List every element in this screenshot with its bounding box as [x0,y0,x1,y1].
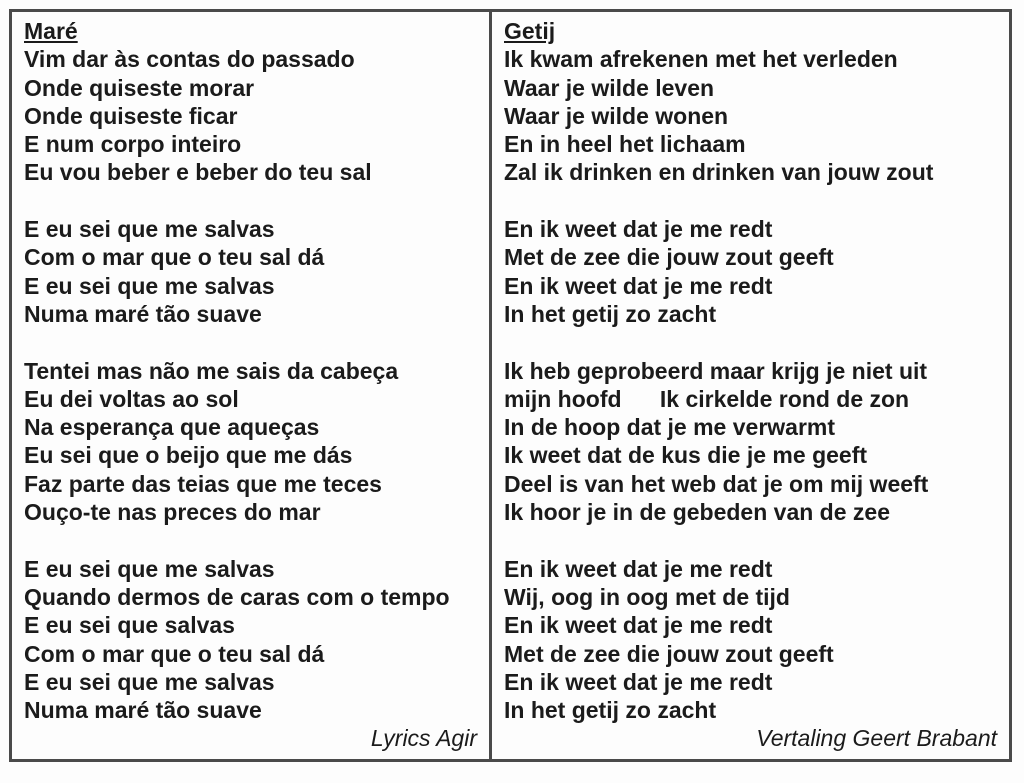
lyric-line: Ik heb geprobeerd maar krijg je niet uit [504,357,928,384]
lyric-line: Eu vou beber e beber do teu sal [24,159,372,186]
lyric-line: Na esperança que aqueças [24,414,320,441]
lyric-line [504,328,1001,356]
lyric-line: Met de zee die jouw zout geeft [504,640,834,667]
lyric-line [24,328,481,356]
lyric-line: Waar je wilde wonen [504,102,729,129]
lyric-line: Tentei mas não me sais da cabeça [24,357,399,384]
lyric-line: E eu sei que me salvas [24,216,275,243]
lyric-line: In het getij zo zacht [504,300,717,327]
song-title-translation: Getij [504,18,556,44]
lyric-line: mijn hoofd Ik cirkelde rond de zon [504,385,910,412]
lyrics-original [24,45,481,724]
lyric-line: Ik kwam afrekenen met het verleden [504,46,898,73]
lyric-line: Onde quiseste ficar [24,102,238,129]
lyric-line: E eu sei que me salvas [24,272,275,299]
lyric-line: In de hoop dat je me verwarmt [504,414,836,441]
lyric-line [504,526,1001,554]
lyric-line: Ik weet dat de kus die je me geeft [504,442,868,469]
lyric-line: E eu sei que me salvas [24,555,275,582]
lyric-line: Vim dar às contas do passado [24,46,355,73]
lyric-line: E eu sei que salvas [24,612,235,639]
lyric-line: Com o mar que o teu sal dá [24,640,325,667]
lyric-line: E eu sei que me salvas [24,668,275,695]
lyric-line [504,187,1001,215]
lyric-line: Eu dei voltas ao sol [24,385,239,412]
lyric-line [24,526,481,554]
lyric-line: En in heel het lichaam [504,131,746,158]
lyric-line: Numa maré tão suave [24,300,262,327]
lyric-line: Com o mar que o teu sal dá [24,244,325,271]
lyric-line: En ik weet dat je me redt [504,272,773,299]
column-original-lyrics [12,12,492,759]
lyric-line: Eu sei que o beijo que me dás [24,442,353,469]
attribution-translation: Vertaling Geert Brabant [756,725,997,752]
lyric-line: Ik hoor je in de gebeden van de zee [504,499,890,526]
lyric-line: In het getij zo zacht [504,697,717,724]
lyric-line [24,187,481,215]
lyric-line: En ik weet dat je me redt [504,612,773,639]
lyric-line: Wij, oog in oog met de tijd [504,583,790,610]
lyric-line: En ik weet dat je me redt [504,555,773,582]
lyrics-table [9,9,1012,762]
lyric-line: Quando dermos de caras com o tempo [24,583,450,610]
lyric-line: Onde quiseste morar [24,74,255,101]
lyric-line: Met de zee die jouw zout geeft [504,244,834,271]
lyric-line: En ik weet dat je me redt [504,216,773,243]
lyrics-translation [504,45,1001,724]
song-title-original: Maré [24,18,78,44]
attribution-original: Lyrics Agir [370,725,477,752]
column-translation-lyrics [492,12,1009,759]
lyric-line: E num corpo inteiro [24,131,242,158]
lyric-line: Numa maré tão suave [24,697,262,724]
lyric-line: Waar je wilde leven [504,74,715,101]
lyric-line: En ik weet dat je me redt [504,668,773,695]
lyric-line: Deel is van het web dat je om mij weeft [504,470,929,497]
lyric-line: Zal ik drinken en drinken van jouw zout [504,159,934,186]
lyric-line: Ouço-te nas preces do mar [24,499,321,526]
lyric-line: Faz parte das teias que me teces [24,470,382,497]
